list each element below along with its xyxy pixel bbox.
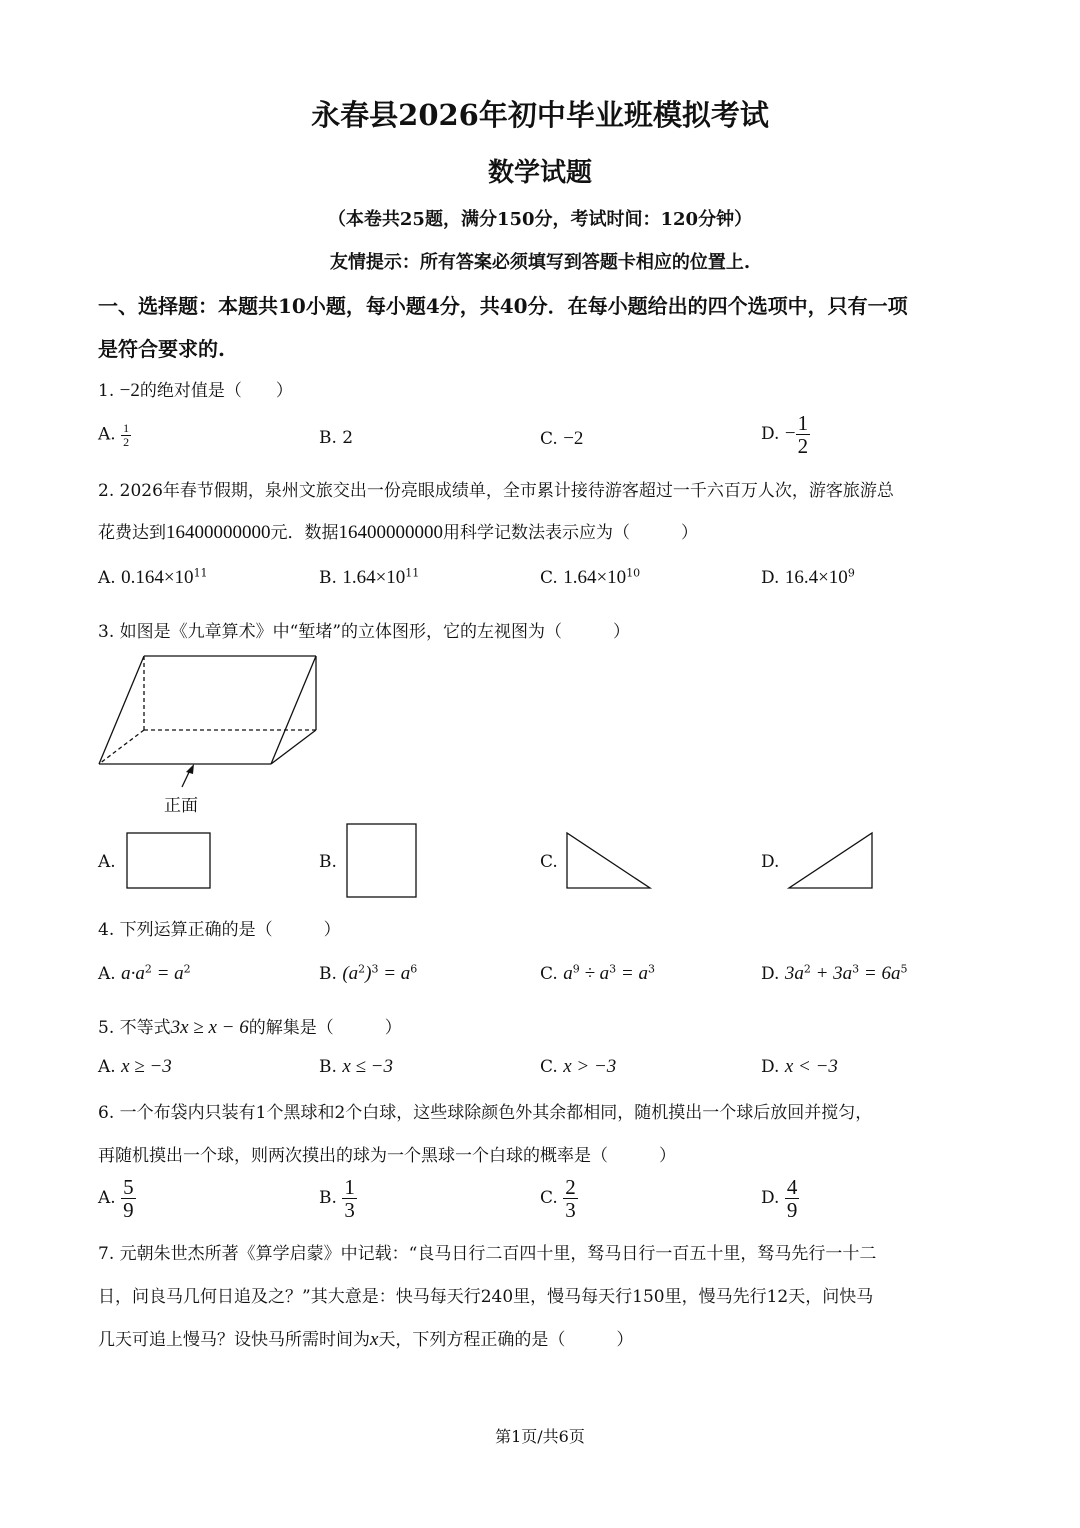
q2-option-b[interactable]: B. $1.64\times 10^{11}$ (319, 566, 420, 588)
question-7-line3: 几天可追上慢马？设快马所需时间为x天，下列方程正确的是（ ） (98, 1329, 634, 1350)
question-7-line1: 7. 元朝朱世杰所著《算学启蒙》中记载：“良马日行二百四十里，驽马日行一百五十里，驽马先行一十二 (98, 1244, 877, 1264)
q3-option-d-label[interactable]: D. (761, 852, 780, 872)
q3-b-rectangle (347, 824, 416, 897)
q4-option-a[interactable]: A. $a\cdot a^2 = a^2$ (98, 962, 191, 984)
q6-option-d[interactable]: D. $\frac{4}{9}$ (761, 1175, 798, 1223)
q2-option-c[interactable]: C. $1.64\times 10^{10}$ (540, 566, 641, 588)
exam-title: 永春县2026年初中毕业班模拟考试 (311, 98, 769, 132)
exam-info: （本卷共25题，满分150分，考试时间：120分钟） (327, 209, 753, 230)
q1-option-a[interactable]: A. $\frac{1}{2}$ (98, 421, 130, 449)
q4-option-b[interactable]: B. $(a^2)^3 = a^6$ (319, 962, 418, 984)
q3-option-a-label[interactable]: A. (98, 852, 116, 872)
subject-title: 数学试题 (487, 158, 592, 188)
q6-option-a[interactable]: A. $\frac{5}{9}$ (98, 1175, 134, 1223)
q2-option-d[interactable]: D. $16.4\times 10^9$ (761, 566, 855, 588)
front-view-label: 正面 (164, 796, 198, 816)
q1-a-fraction: $\frac{1}{2}$ (123, 421, 130, 449)
question-6-line1: 6. 一个布袋内只装有1个黑球和2个白球，这些球除颜色外其余都相同，随机摸出一个球后放回并搅匀， (98, 1103, 873, 1123)
question-6-line2: 再随机摸出一个球，则两次摸出的球为一个黑球一个白球的概率是（ ） (98, 1146, 676, 1166)
question-2-line2: 花费达到16400000000元．数据16400000000用科学记数法表示应为（ ） (98, 522, 698, 543)
q6-option-b[interactable]: B. $\frac{1}{3}$ (319, 1175, 355, 1223)
question-2-line1: 2. 2026年春节假期，泉州文旅交出一份亮眼成绩单，全市累计接待游客超过一千六百万人次，游客旅游总 (98, 481, 894, 501)
q6-option-c[interactable]: C. $\frac{2}{3}$ (540, 1175, 576, 1223)
q5-option-c[interactable]: C. x > −3 (540, 1056, 617, 1077)
question-4: 4. 下列运算正确的是（ ） (98, 920, 341, 940)
friendly-tip: 友情提示：所有答案必须填写到答题卡相应的位置上. (329, 252, 751, 273)
question-3: 3. 如图是《九章算术》中“堑堵”的立体图形，它的左视图为（ ） (98, 622, 631, 642)
q3-a-rectangle (127, 833, 210, 888)
q1-option-d[interactable]: D. − $\frac{1}{2}$ (761, 411, 809, 459)
q4-option-c[interactable]: C. $a^9 \div a^3 = a^3$ (540, 962, 655, 984)
q5-option-b[interactable]: B. x ≤ −3 (319, 1056, 393, 1077)
page-number: 第1页/共6页 (495, 1427, 585, 1446)
section-heading-line1: 一、选择题：本题共10小题，每小题4分，共40分．在每小题给出的四个选项中，只有一项 (98, 294, 908, 318)
q3-option-c-label[interactable]: C. (540, 852, 558, 872)
q3-d-triangle (789, 833, 872, 888)
q3-c-triangle (567, 833, 650, 888)
q1-d-fraction: $\frac{1}{2}$ (797, 411, 809, 459)
q1-option-b[interactable]: B. 2 (319, 428, 354, 448)
q4-option-d[interactable]: D. $3a^2 + 3a^3 = 6a^5$ (761, 962, 908, 984)
question-1: 1. −2的绝对值是（ ） (98, 380, 293, 401)
q2-option-a[interactable]: A. $0.164\times 10^{11}$ (98, 566, 208, 588)
section-heading-line2: 是符合要求的. (98, 337, 225, 361)
question-5: 5. 不等式3x ≥ x − 6的解集是（ ） (98, 1017, 402, 1038)
question-7-line2: 日，问良马几何日追及之？”其大意是：快马每天行240里，慢马每天行150里，慢马先行12天，问快马 (98, 1287, 874, 1307)
q3-option-b-label[interactable]: B. (319, 852, 337, 872)
q1-option-c[interactable]: C. −2 (540, 428, 584, 449)
q5-option-d[interactable]: D. x < −3 (761, 1056, 838, 1077)
q5-option-a[interactable]: A. x ≥ −3 (98, 1056, 172, 1077)
